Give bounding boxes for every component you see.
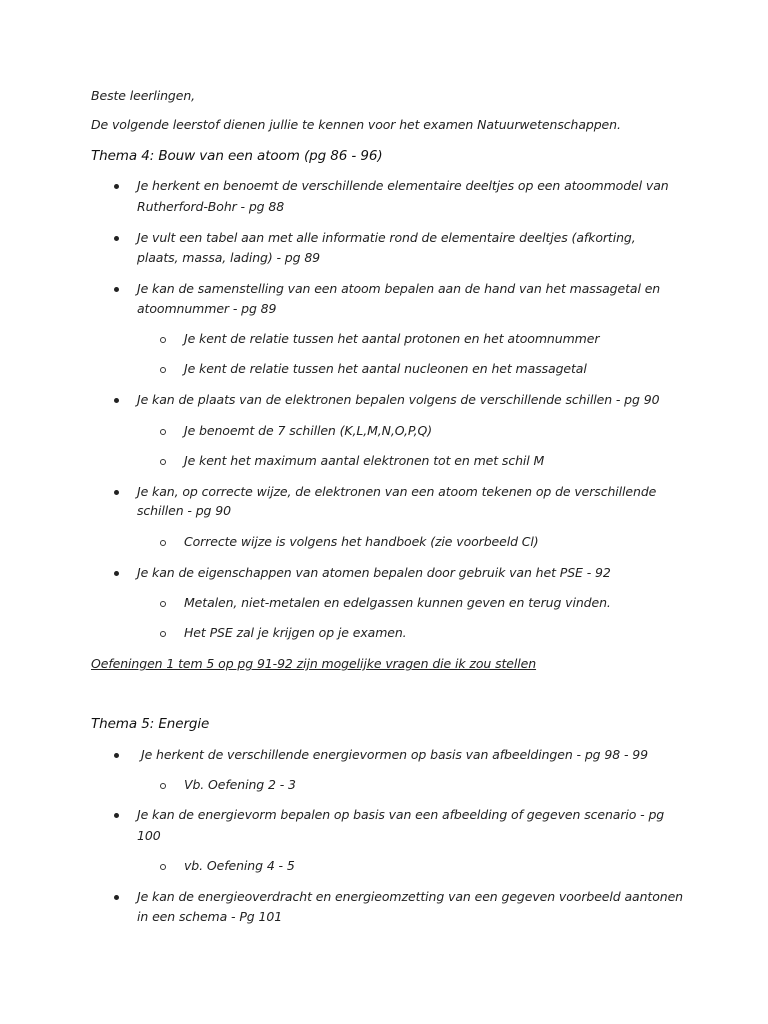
theme4-bullet2-line1: Je vult een tabel aan met alle informatie rond de elementaire deeltjes (afkorting, <box>137 230 636 245</box>
theme4-bullet1-line2: Rutherford-Bohr - pg 88 <box>137 199 285 214</box>
bullet-icon <box>114 184 119 189</box>
bullet-icon <box>114 753 119 758</box>
theme4-bullet5-sub1: Correcte wijze is volgens het handboek (zie voorbeeld Cl) <box>184 534 539 549</box>
bullet-icon <box>114 236 119 241</box>
bullet-icon <box>114 490 119 495</box>
theme4-bullet4-sub2: Je kent het maximum aantal elektronen tot en met schil M <box>184 453 545 468</box>
bullet-icon <box>114 571 119 576</box>
sub-bullet-icon <box>160 540 166 546</box>
theme4-bullet6-line1: Je kan de eigenschappen van atomen bepalen door gebruik van het PSE - 92 <box>137 565 611 580</box>
theme4-bullet3-line1: Je kan de samenstelling van een atoom bepalen aan de hand van het massagetal en <box>137 281 661 296</box>
sub-bullet-icon <box>160 337 166 343</box>
sub-bullet-icon <box>160 459 166 465</box>
theme5-bullet1-sub1: Vb. Oefening 2 - 3 <box>184 777 296 792</box>
theme4-bullet6-sub1: Metalen, niet-metalen en edelgassen kunnen geven en terug vinden. <box>184 595 611 610</box>
sub-bullet-icon <box>160 429 166 435</box>
bullet-icon <box>114 895 119 900</box>
theme5-bullet2-sub1: vb. Oefening 4 - 5 <box>184 858 295 873</box>
theme5-bullet3-line2: in een schema - Pg 101 <box>137 909 283 924</box>
intro-text: De volgende leerstof dienen jullie te kennen voor het examen Natuurwetenschappen. <box>91 117 621 132</box>
theme4-bullet1-line1: Je herkent en benoemt de verschillende elementaire deeltjes op een atoommodel van <box>137 178 669 193</box>
theme5-bullet2-line1: Je kan de energievorm bepalen op basis van een afbeelding of gegeven scenario - pg <box>137 807 665 822</box>
theme5-bullet1-line1: Je herkent de verschillende energievormen op basis van afbeeldingen - pg 98 - 99 <box>141 747 648 762</box>
theme4-bullet6-sub2: Het PSE zal je krijgen op je examen. <box>184 625 407 640</box>
sub-bullet-icon <box>160 631 166 637</box>
theme4-bullet4-sub1: Je benoemt de 7 schillen (K,L,M,N,O,P,Q) <box>184 423 433 438</box>
bullet-icon <box>114 287 119 292</box>
theme5-bullet3-line1: Je kan de energieoverdracht en energieomzetting van een gegeven voorbeeld aantonen <box>137 889 683 904</box>
theme4-bullet3-line2: atoomnummer - pg 89 <box>137 301 277 316</box>
theme4-bullet3-sub2: Je kent de relatie tussen het aantal nucleonen en het massagetal <box>184 361 587 376</box>
bullet-icon <box>114 813 119 818</box>
theme4-bullet3-sub1: Je kent de relatie tussen het aantal protonen en het atoomnummer <box>184 331 600 346</box>
sub-bullet-icon <box>160 601 166 607</box>
sub-bullet-icon <box>160 783 166 789</box>
theme4-bullet5-line1: Je kan, op correcte wijze, de elektronen van een atoom tekenen op de verschillende <box>137 484 657 499</box>
sub-bullet-icon <box>160 367 166 373</box>
theme4-bullet4-line1: Je kan de plaats van de elektronen bepalen volgens de verschillende schillen - pg 90 <box>137 392 660 407</box>
sub-bullet-icon <box>160 864 166 870</box>
theme5-bullet2-line2: 100 <box>137 828 161 843</box>
theme4-heading: Thema 4: Bouw van een atoom (pg 86 - 96) <box>91 148 383 164</box>
theme4-bullet5-line2: schillen - pg 90 <box>137 503 231 518</box>
greeting: Beste leerlingen, <box>91 88 196 103</box>
bullet-icon <box>114 398 119 403</box>
theme4-bullet2-line2: plaats, massa, lading) - pg 89 <box>137 250 321 265</box>
theme5-heading: Thema 5: Energie <box>91 716 210 732</box>
theme4-exercises-note: Oefeningen 1 tem 5 op pg 91-92 zijn mogelijke vragen die ik zou stellen <box>91 656 537 671</box>
